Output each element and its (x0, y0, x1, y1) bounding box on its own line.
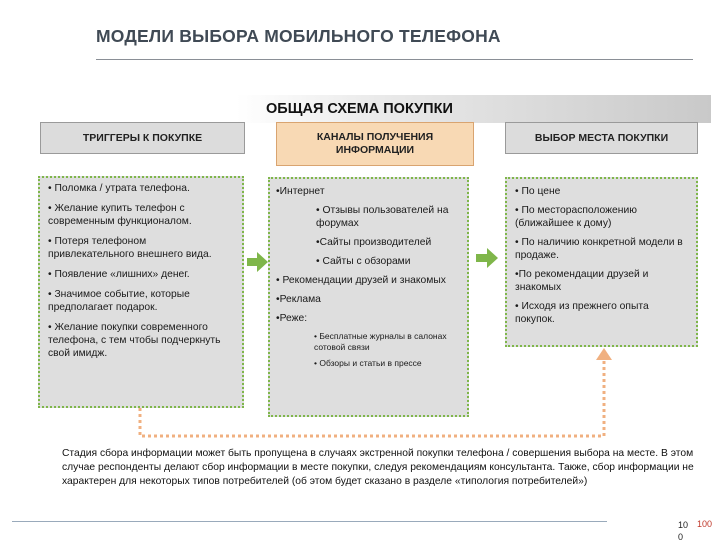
header-triggers (40, 122, 245, 154)
header-channels-label: КАНАЛЫ ПОЛУЧЕНИЯ ИНФОРМАЦИИ (316, 131, 434, 156)
channel-press: • Обзоры и статьи в прессе (314, 358, 422, 368)
page-number-a-line1: 10 (678, 520, 689, 530)
bypass-arrowhead-icon (596, 348, 612, 360)
flow-arrow-1-icon (247, 252, 268, 272)
page-number-a (678, 519, 688, 543)
scheme-title-text: ОБЩАЯ СХЕМА ПОКУПКИ (266, 101, 453, 117)
channel-manufacturers: •Сайты производителей (316, 237, 432, 248)
place-item: • По месторасположению (ближайшее к дому) (515, 205, 637, 229)
place-item: • По цене (515, 186, 561, 197)
channel-ads: •Реклама (276, 294, 321, 305)
footer-divider (12, 521, 607, 522)
channel-reviews: • Сайты с обзорами (316, 256, 411, 267)
place-item: • По наличию конкретной модели в продаже. (515, 237, 683, 261)
place-item: •По рекомендации друзей и знакомых (515, 269, 649, 293)
channel-internet: •Интернет (276, 186, 325, 197)
channel-magazines: • Бесплатные журналы в салонах сотовой связи (314, 331, 447, 352)
page-title: МОДЕЛИ ВЫБОРА МОБИЛЬНОГО ТЕЛЕФОНА (96, 26, 501, 46)
trigger-item: • Значимое событие, которые предполагает подарок. (48, 289, 190, 313)
header-purchase-place-label: ВЫБОР МЕСТА ПОКУПКИ (534, 131, 669, 144)
bypass-note: Стадия сбора информации может быть пропущена в случаях экстренной покупки телефона / совершения выбора на месте. В этом случае респонденты делают сбор информации в месте покупки, следуя рекомендациям консультанта. Также, сбор информации не характерен для некоторых типов потребителей (об этом будет сказано в разделе «типология потребителей») (62, 448, 694, 487)
trigger-item: • Желание купить телефон с современным функционалом. (48, 203, 192, 227)
trigger-item: • Потеря телефоном привлекательного внешнего вида. (48, 236, 212, 260)
page-number-a-line2: 0 (678, 532, 684, 542)
trigger-item: • Поломка / утрата телефона. (48, 183, 190, 194)
purchase-place-panel (505, 177, 698, 347)
header-triggers-label: ТРИГГЕРЫ К ПОКУПКЕ (82, 131, 203, 144)
flow-arrow-2-icon (476, 248, 498, 268)
header-channels (276, 122, 474, 166)
header-purchase-place (505, 122, 698, 154)
channels-panel (268, 177, 469, 417)
trigger-item: • Появление «лишних» денег. (48, 269, 190, 280)
place-item: • Исходя из прежнего опыта покупок. (515, 301, 649, 325)
trigger-item: • Желание покупки современного телефона, с тем чтобы подчеркнуть свой имидж. (48, 322, 221, 359)
channel-recommendations: • Рекомендации друзей и знакомых (276, 275, 446, 286)
channel-forums: • Отзывы пользователей на форумах (316, 205, 449, 229)
page-number-b: 100 (697, 519, 713, 529)
channel-rarely: •Реже: (276, 313, 308, 324)
triggers-panel (38, 176, 244, 408)
